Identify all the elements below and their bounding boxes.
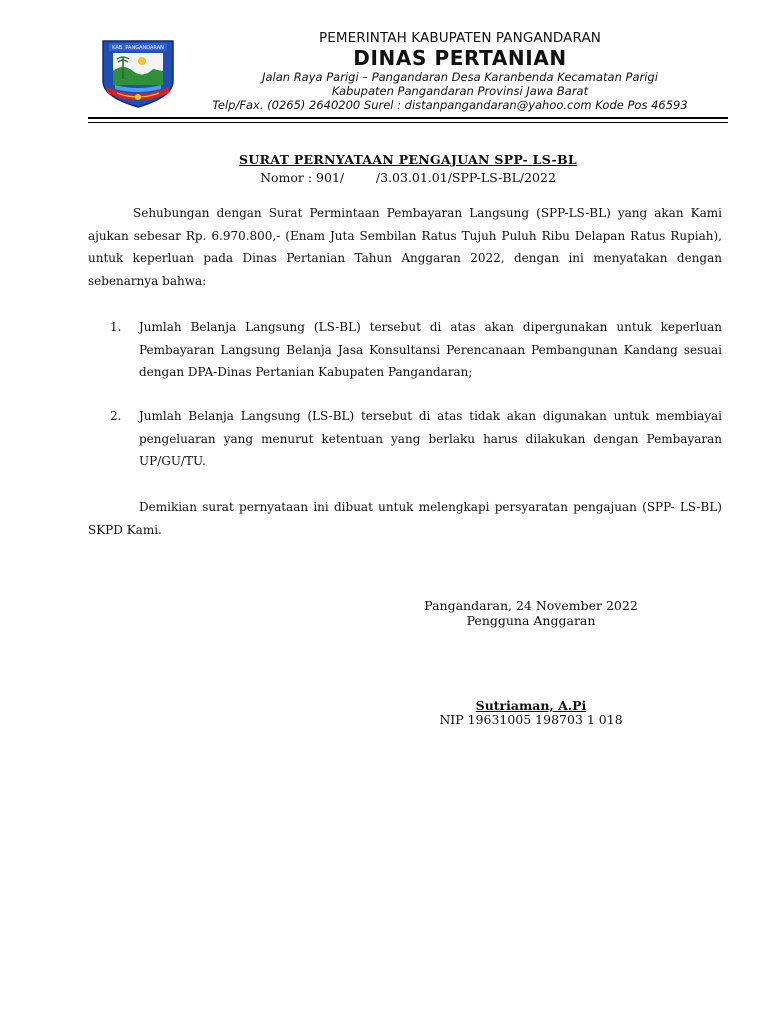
list-item-number: 1. [110, 320, 122, 334]
document-number: Nomor : 901/ /3.03.01.01/SPP-LS-BL/2022 [260, 170, 556, 185]
list-item [110, 316, 722, 384]
signatory-name: Sutriaman, A.Pi [475, 698, 587, 713]
government-name: PEMERINTAH KABUPATEN PANGANDARAN [319, 30, 601, 46]
intro-paragraph: Sehubungan dengan Surat Permintaan Pembayaran Langsung (SPP-LS-BL) yang akan Kami ajukan sebesar Rp. 6.970.800,- (Enam Juta Sembilan Ratus Tujuh Puluh Ribu Delapan Ratus Rupiah), untuk keperluan pada Dinas Pertanian Tahun Anggaran 2022, dengan ini menyatakan dengan sebenarnya bahwa: [88, 206, 722, 288]
closing-paragraph: Demikian surat pernyataan ini dibuat untuk melengkapi persyaratan pengajuan (SPP- LS-BL) SKPD Kami. [88, 500, 722, 537]
list-item [110, 405, 722, 473]
contact-line: Telp/Fax. (0265) 2640200 Surel : distanpangandaran@yahoo.com Kode Pos 46593 [212, 98, 688, 112]
list-item-text: Jumlah Belanja Langsung (LS-BL) tersebut di atas tidak akan digunakan untuk membiayai pengeluaran yang menurut ketentuan yang berlaku harus dilakukan dengan Pembayaran UP/GU/TU. [139, 409, 722, 468]
document-title: SURAT PERNYATAAN PENGAJUAN SPP- LS-BL [239, 152, 577, 167]
address-line-1: Jalan Raya Parigi – Pangandaran Desa Karanbenda Kecamatan Parigi [262, 70, 658, 84]
letterhead [190, 30, 730, 113]
signatory-nip: NIP 19631005 198703 1 018 [439, 712, 623, 727]
svg-text:KAB. PANGANDARAN: KAB. PANGANDARAN [112, 45, 164, 51]
list-item-text: Jumlah Belanja Langsung (LS-BL) tersebut di atas akan dipergunakan untuk keperluan Pembayaran Langsung Belanja Jasa Konsultansi Perencanaan Pembangunan Kandang sesuai dengan DPA-Dinas Pertanian Kabupaten Pangandaran; [139, 320, 722, 379]
letterhead-rule-thin [88, 122, 728, 123]
address-line-2: Kabupaten Pangandaran Provinsi Jawa Barat [331, 84, 589, 98]
letterhead-rule-thick [88, 117, 728, 119]
list-item-number: 2. [110, 409, 122, 423]
signature-role: Pengguna Anggaran [466, 613, 596, 628]
office-name: DINAS PERTANIAN [353, 46, 567, 70]
signature-place-date: Pangandaran, 24 November 2022 [424, 598, 638, 613]
